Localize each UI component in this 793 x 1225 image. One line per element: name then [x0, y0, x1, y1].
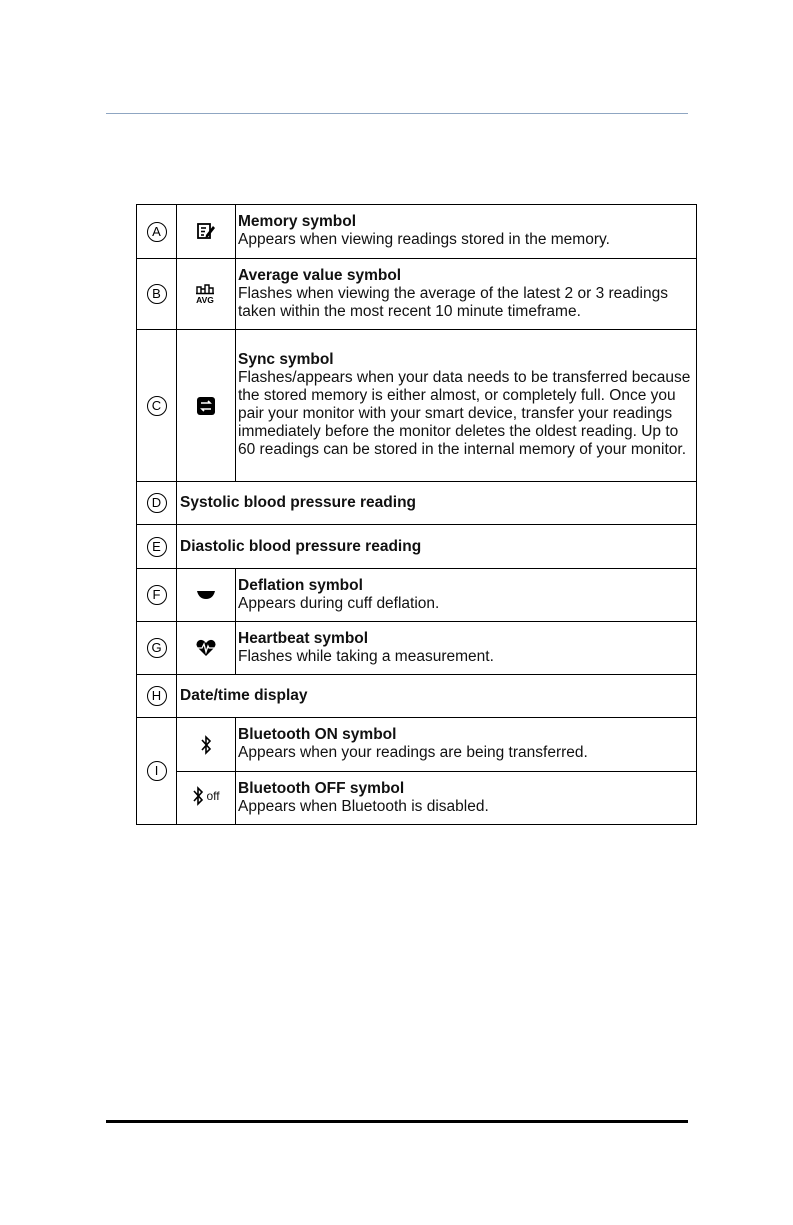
- average-avg-icon: [194, 285, 218, 305]
- table-row: [137, 569, 697, 622]
- table-row: [137, 772, 697, 825]
- bluetooth-off-icon: [192, 786, 219, 806]
- table-row: [137, 259, 697, 330]
- row-description: Appears when viewing readings stored in the memory.: [238, 231, 610, 248]
- deflation-icon: [196, 586, 216, 603]
- row-description: Flashes while taking a measurement.: [238, 647, 494, 665]
- row-letter: A: [147, 222, 167, 242]
- table-row: [137, 675, 697, 718]
- row-title: Bluetooth ON symbol: [238, 726, 397, 743]
- row-title: Heartbeat symbol: [238, 629, 369, 647]
- table-row: [137, 330, 697, 482]
- table-row: [137, 718, 697, 772]
- footer-rule: [106, 1120, 688, 1123]
- row-title: Date/time display: [180, 687, 308, 704]
- row-letter: C: [147, 396, 167, 416]
- row-letter: B: [147, 284, 167, 304]
- row-title: Average value symbol: [238, 266, 402, 284]
- row-title: Deflation symbol: [238, 576, 363, 594]
- table-row: [137, 205, 697, 259]
- svg-text:AVG: AVG: [196, 295, 214, 305]
- row-letter: E: [147, 537, 167, 557]
- row-description: Flashes/appears when your data needs to be transferred because the stored memory is either almost, or completely full. Once you pair your monitor with your smart device, transfer your readings immediately before the monitor deletes the oldest reading. Up to 60 readings can be stored in the internal memory of your monitor.: [238, 369, 691, 458]
- table-row: [137, 525, 697, 569]
- bluetooth-icon: [200, 736, 212, 753]
- row-letter: G: [147, 638, 167, 658]
- row-description: Appears during cuff deflation.: [238, 594, 440, 612]
- symbol-table: [136, 204, 697, 825]
- row-description: Flashes when viewing the average of the latest 2 or 3 readings taken within the most recent 10 minute timeframe.: [238, 284, 668, 320]
- row-title: Diastolic blood pressure reading: [180, 537, 422, 555]
- row-title: Systolic blood pressure reading: [180, 494, 417, 511]
- row-letter: H: [147, 686, 167, 706]
- row-description: Appears when Bluetooth is disabled.: [238, 797, 489, 815]
- bluetooth-off-label: off: [206, 788, 220, 803]
- row-title: Sync symbol: [238, 351, 334, 368]
- row-letter: D: [147, 493, 167, 513]
- row-letter: I: [147, 761, 167, 781]
- header-rule: [106, 113, 688, 114]
- heartbeat-icon: [195, 639, 217, 656]
- table-row: [137, 622, 697, 675]
- row-letter: F: [147, 585, 167, 605]
- row-title: Memory symbol: [238, 213, 357, 230]
- row-description: Appears when your readings are being transferred.: [238, 744, 588, 761]
- row-title: Bluetooth OFF symbol: [238, 779, 405, 797]
- table-row: [137, 482, 697, 525]
- sync-icon: [196, 397, 216, 414]
- memory-icon: [196, 223, 216, 240]
